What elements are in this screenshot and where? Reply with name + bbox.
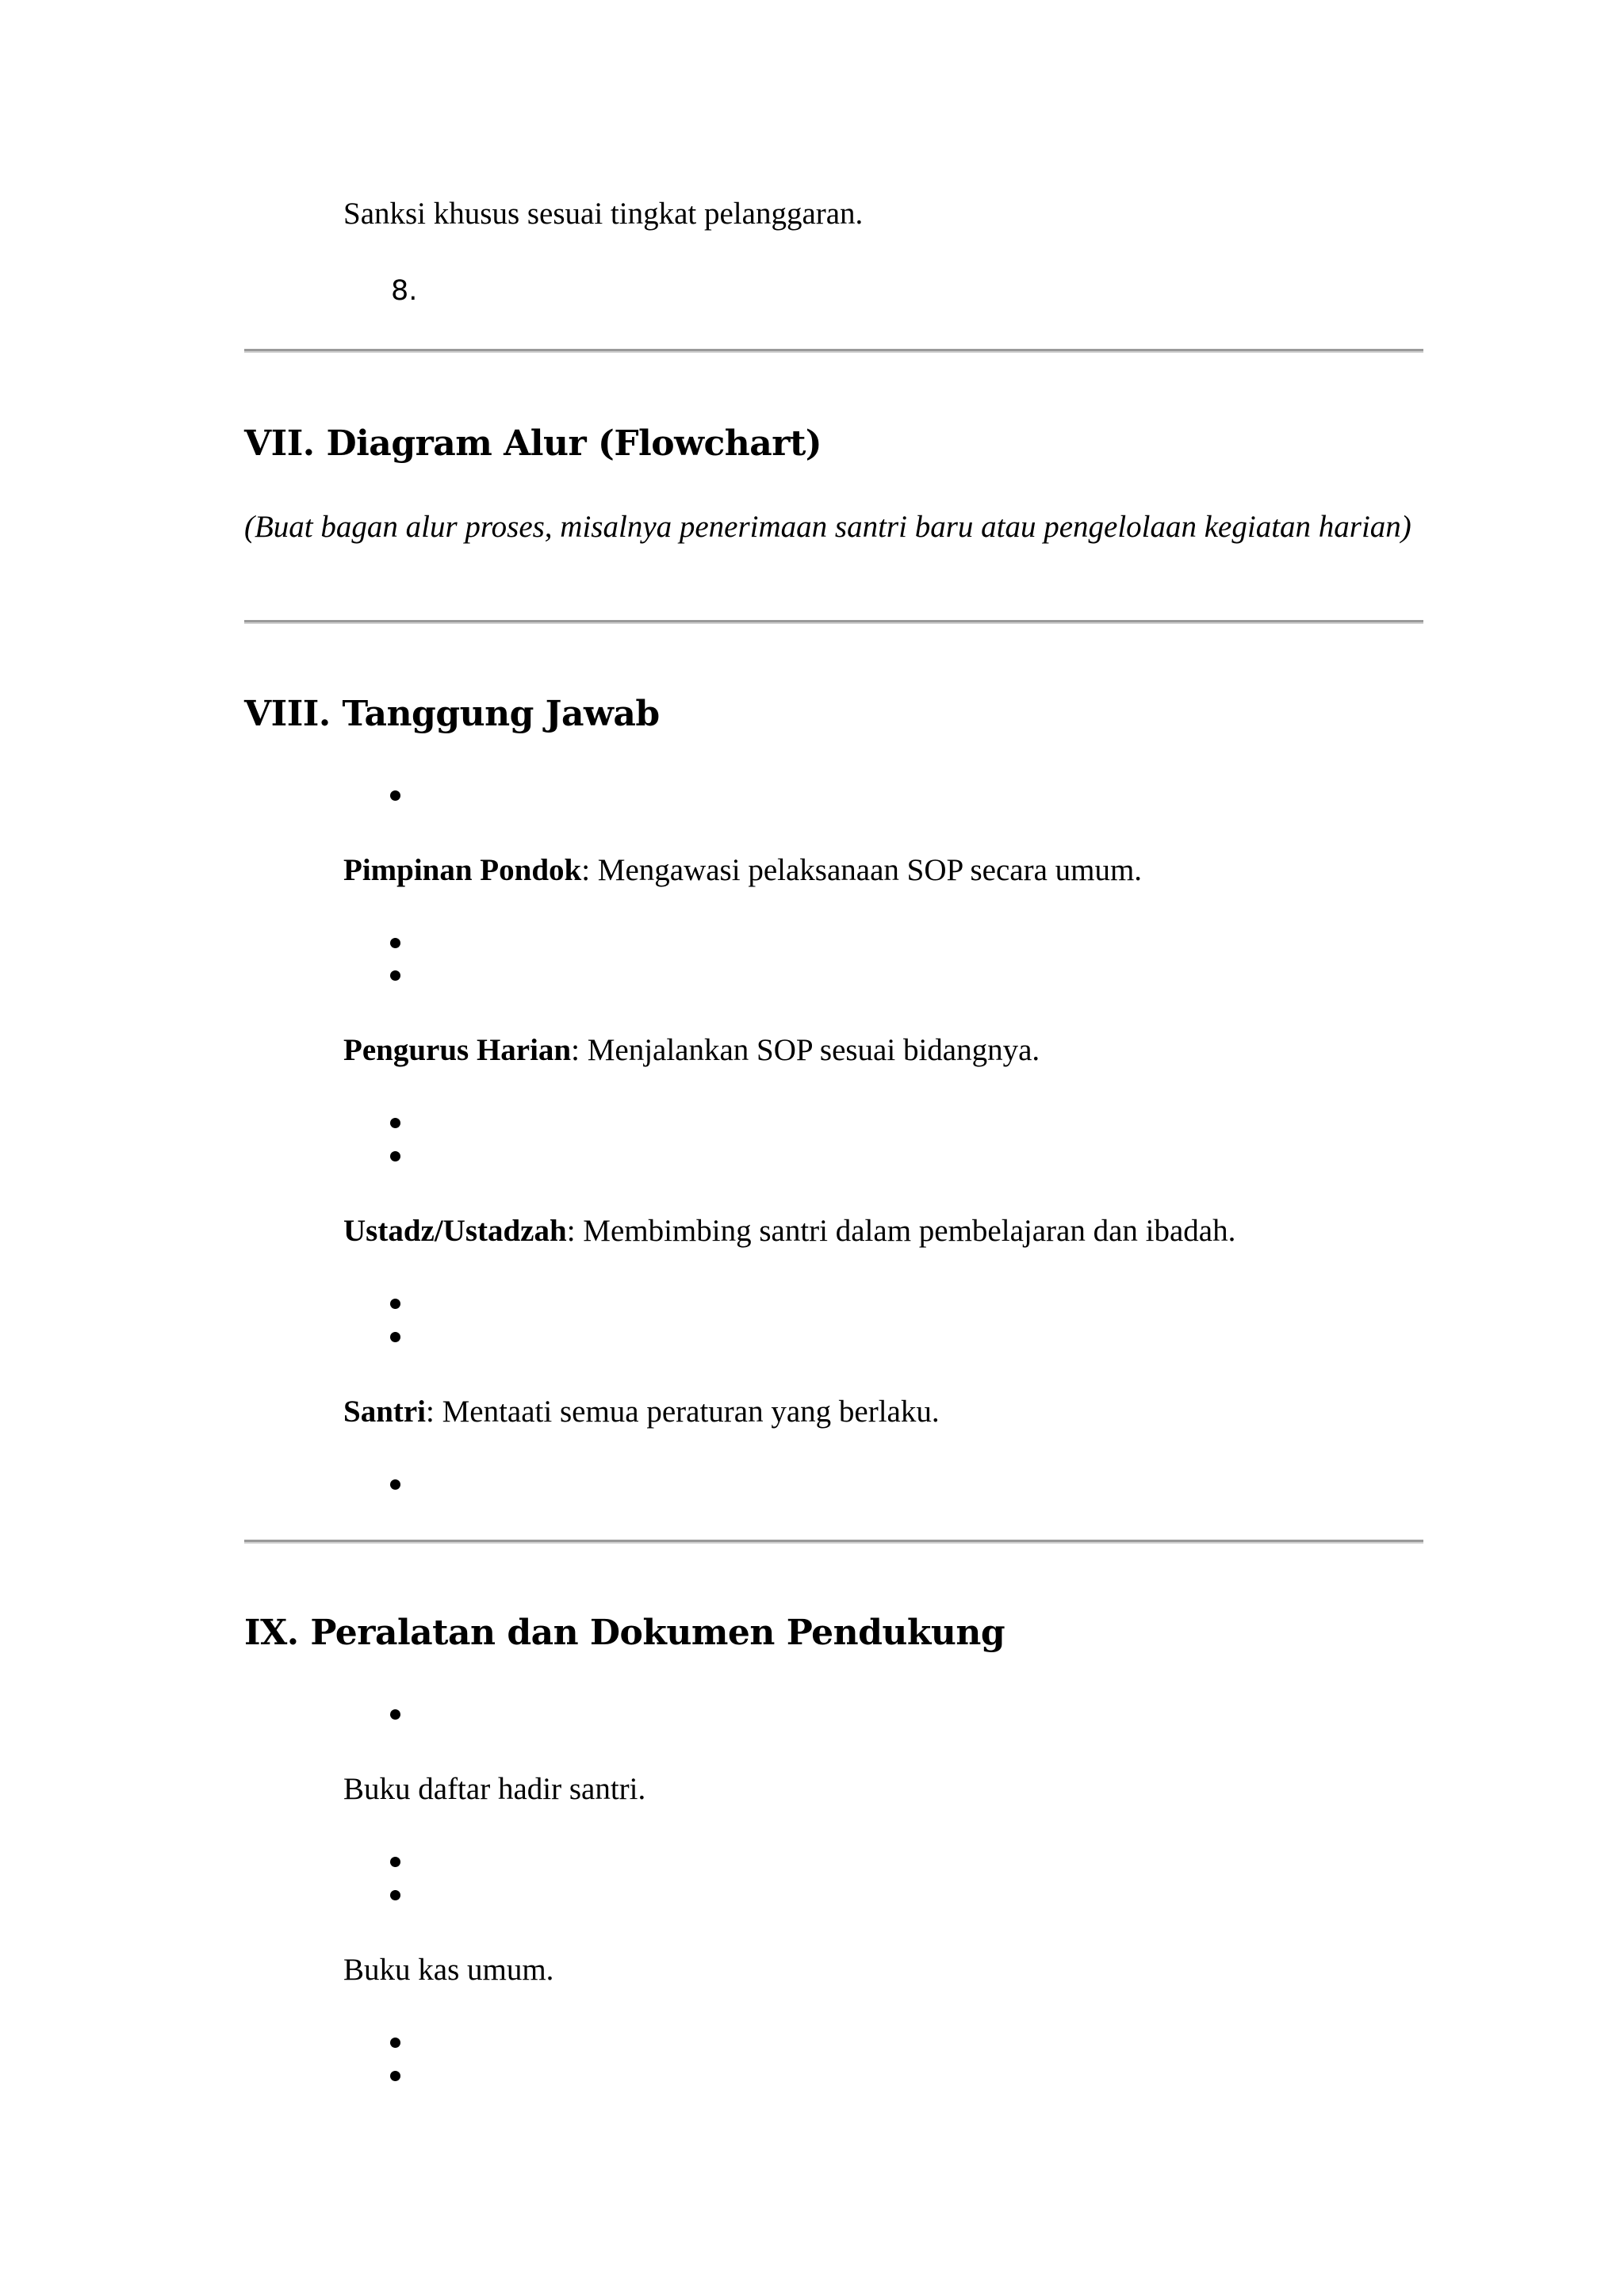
list-bullet [390, 970, 400, 981]
list-bullet [390, 1890, 400, 1900]
section-viii-heading: VIII. Tanggung Jawab [244, 694, 660, 734]
responsibility-item [343, 1213, 1235, 1249]
responsibility-description: : Menjalankan SOP sesuai bidangnya. [571, 1033, 1040, 1067]
equipment-item: Buku daftar hadir santri. [343, 1772, 646, 1806]
section-divider [244, 1540, 1423, 1544]
responsibility-description: : Membimbing santri dalam pembelajaran dan ibadah. [566, 1214, 1236, 1248]
responsibility-role: Santri [343, 1395, 427, 1429]
section-divider [244, 620, 1423, 624]
list-bullet [390, 1709, 400, 1720]
list-bullet [390, 1479, 400, 1490]
list-bullet [390, 1299, 400, 1309]
responsibility-role: Pengurus Harian [343, 1033, 572, 1067]
responsibility-item [343, 1032, 1040, 1069]
list-bullet [390, 1857, 400, 1867]
list-bullet [390, 938, 400, 948]
responsibility-description: : Mentaati semua peraturan yang berlaku. [426, 1395, 940, 1429]
responsibility-role: Pimpinan Pondok [343, 853, 582, 887]
sanction-paragraph: Sanksi khusus sesuai tingkat pelanggaran. [343, 197, 864, 231]
list-number-marker: 8. [391, 275, 418, 307]
flowchart-instruction-note: (Buat bagan alur proses, misalnya penerimaan santri baru atau pengelolaan kegiatan harian) [244, 510, 1411, 544]
section-ix-heading: IX. Peralatan dan Dokumen Pendukung [244, 1613, 1005, 1653]
list-bullet [390, 2071, 400, 2081]
list-bullet [390, 790, 400, 801]
responsibility-item [343, 1394, 940, 1430]
list-bullet [390, 1332, 400, 1342]
responsibility-description: : Mengawasi pelaksanaan SOP secara umum. [581, 853, 1143, 887]
section-divider [244, 349, 1423, 353]
list-bullet [390, 1118, 400, 1128]
responsibility-role: Ustadz/Ustadzah [343, 1214, 567, 1248]
equipment-item: Buku kas umum. [343, 1953, 554, 1987]
section-vii-heading: VII. Diagram Alur (Flowchart) [244, 423, 822, 464]
responsibility-item [343, 852, 1142, 889]
list-bullet [390, 2038, 400, 2048]
list-bullet [390, 1151, 400, 1161]
